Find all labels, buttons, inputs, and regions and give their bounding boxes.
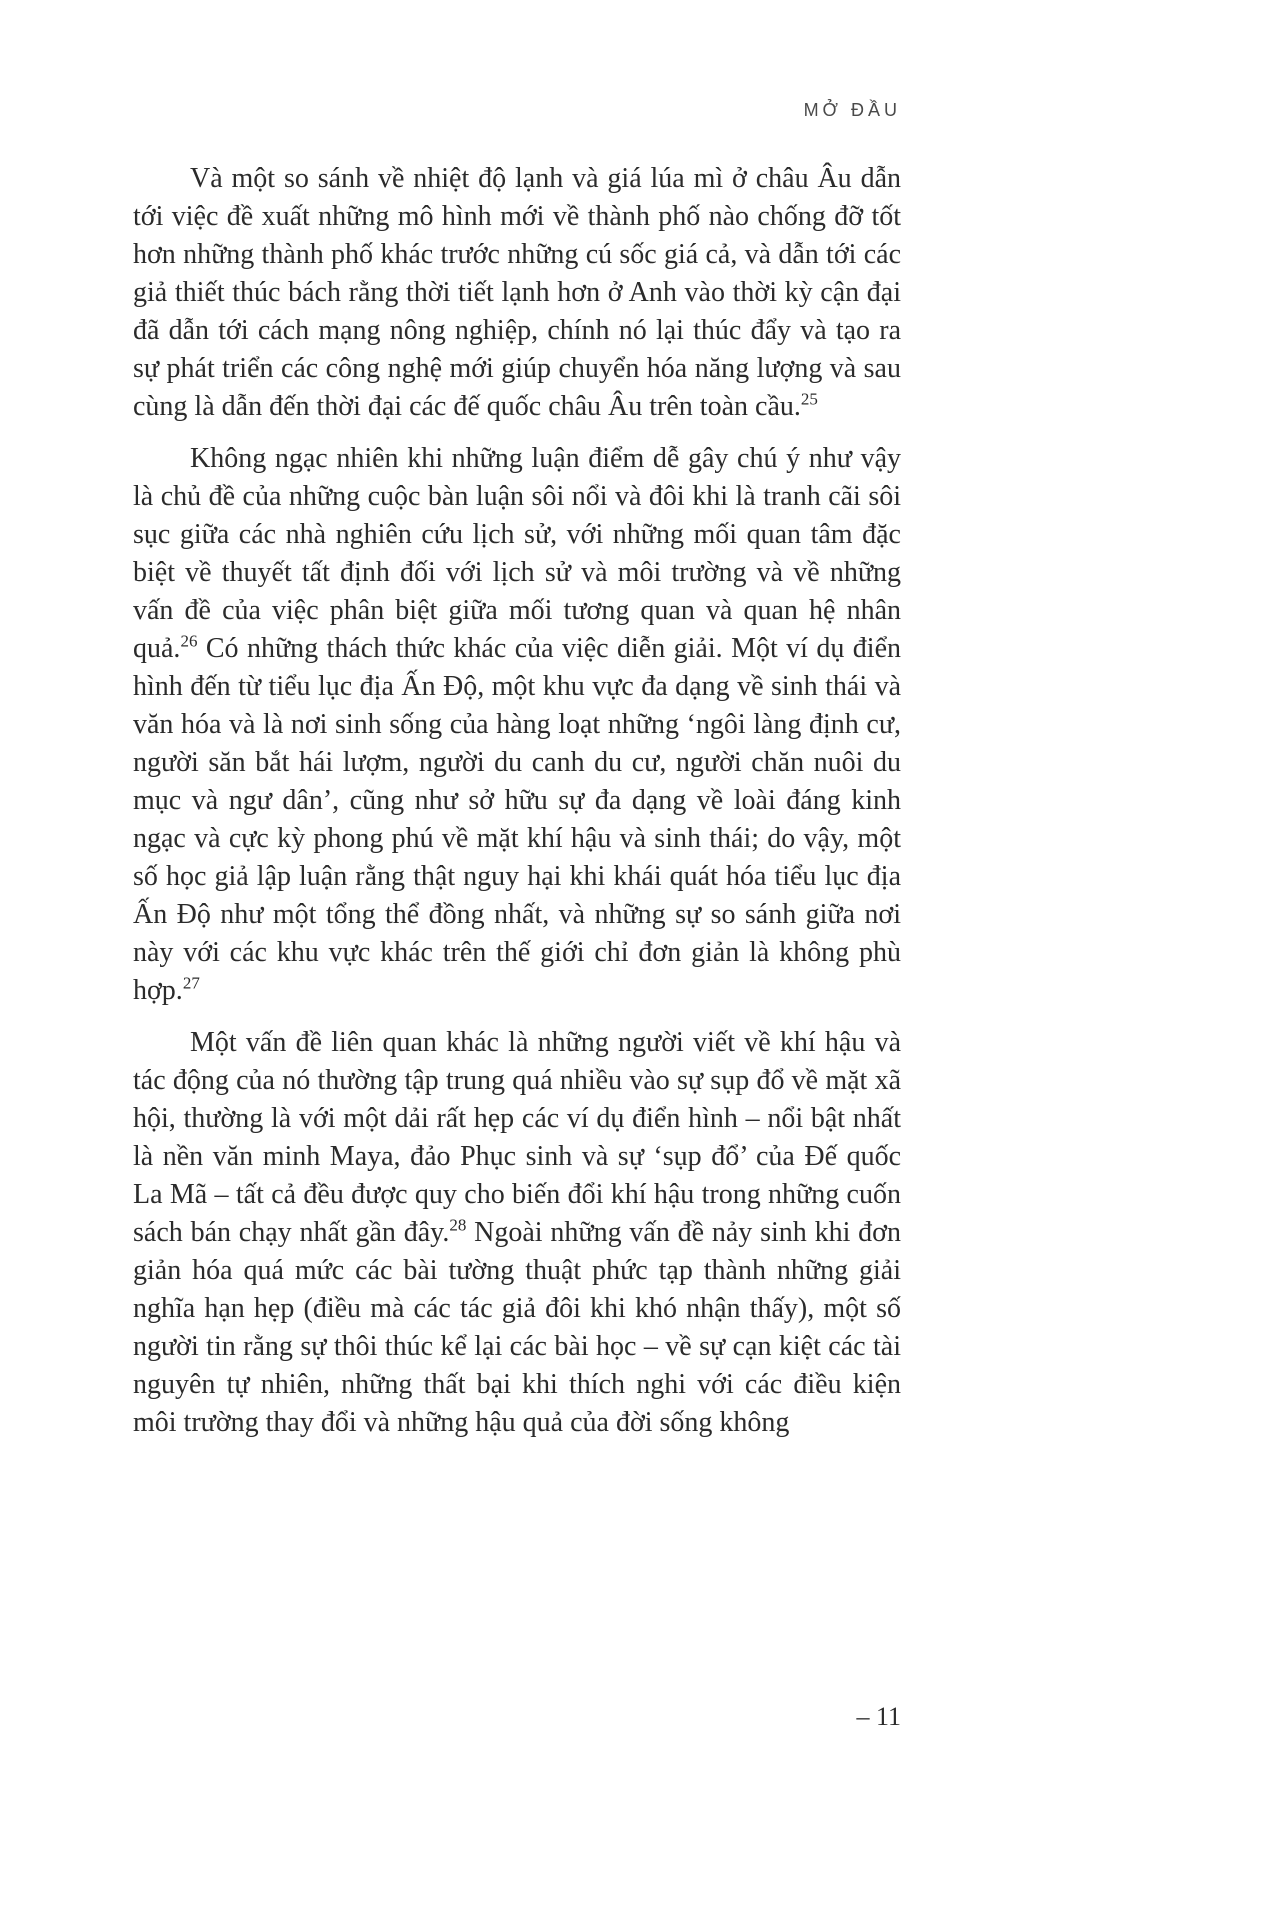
paragraph: Một vấn đề liên quan khác là những người viết về khí hậu và tác động của nó thường tập trung quá nhiều vào sự sụp đổ về mặt xã hội, thường là với một dải rất hẹp các ví dụ điển hình – nổi bật nhất là nền văn minh Maya, đảo Phục sinh và sự ‘sụp đổ’ của Đế quốc La Mã – tất cả đều được quy cho biến đổi khí hậu trong những cuốn sách bán chạy nhất gần đây.$^{28}$ Ngoài những vấn đề nảy sinh khi đơn giản hóa quá mức các bài tường thuật phức tạp thành những giải nghĩa hạn hẹp (điều mà các tác giả đôi khi khó nhận thấy), một số người tin rằng sự thôi thúc kể lại các bài học – về sự cạn kiệt các tài nguyên tự nhiên, những thất bại khi thích nghi với các điều kiện môi trường thay đổi và những hậu quả của đời sống không — [133, 1027, 901, 1438]
footnote-reference: 27 — [182, 973, 200, 993]
footnote-reference: 28 — [449, 1215, 467, 1235]
body-text — [133, 160, 901, 1456]
footnote-reference: 25 — [800, 389, 818, 409]
paragraph: Và một so sánh về nhiệt độ lạnh và giá lúa mì ở châu Âu dẫn tới việc đề xuất những mô hình mới về thành phố nào chống đỡ tốt hơn những thành phố khác trước những cú sốc giá cả, và dẫn tới các giả thiết thúc bách rằng thời tiết lạnh hơn ở Anh vào thời kỳ cận đại đã dẫn tới cách mạng nông nghiệp, chính nó lại thúc đẩy và tạo ra sự phát triển các công nghệ mới giúp chuyển hóa năng lượng và sau cùng là dẫn đến thời đại các đế quốc châu Âu trên toàn cầu.$^{25}$ — [133, 163, 901, 422]
running-header: MỞ ĐẦU — [803, 100, 901, 120]
page-number: – 11 — [856, 1702, 901, 1731]
footnote-reference: 26 — [180, 631, 198, 651]
paragraph: Không ngạc nhiên khi những luận điểm dễ gây chú ý như vậy là chủ đề của những cuộc bàn luận sôi nổi và đôi khi là tranh cãi sôi sục giữa các nhà nghiên cứu lịch sử, với những mối quan tâm đặc biệt về thuyết tất định đối với lịch sử và môi trường và về những vấn đề của việc phân biệt giữa mối tương quan và quan hệ nhân quả.$^{26}$ Có những thách thức khác của việc diễn giải. Một ví dụ điển hình đến từ tiểu lục địa Ấn Độ, một khu vực đa dạng về sinh thái và văn hóa và là nơi sinh sống của hàng loạt những ‘ngôi làng định cư, người săn bắt hái lượm, người du canh du cư, người chăn nuôi du mục và ngư dân’, cũng như sở hữu sự đa dạng về loài đáng kinh ngạc và cực kỳ phong phú về mặt khí hậu và sinh thái; do vậy, một số học giả lập luận rằng thật nguy hại khi khái quát hóa tiểu lục địa Ấn Độ như một tổng thể đồng nhất, và những sự so sánh giữa nơi này với các khu vực khác trên thế giới chỉ đơn giản là không phù hợp.$^{27}$ — [133, 443, 901, 1006]
